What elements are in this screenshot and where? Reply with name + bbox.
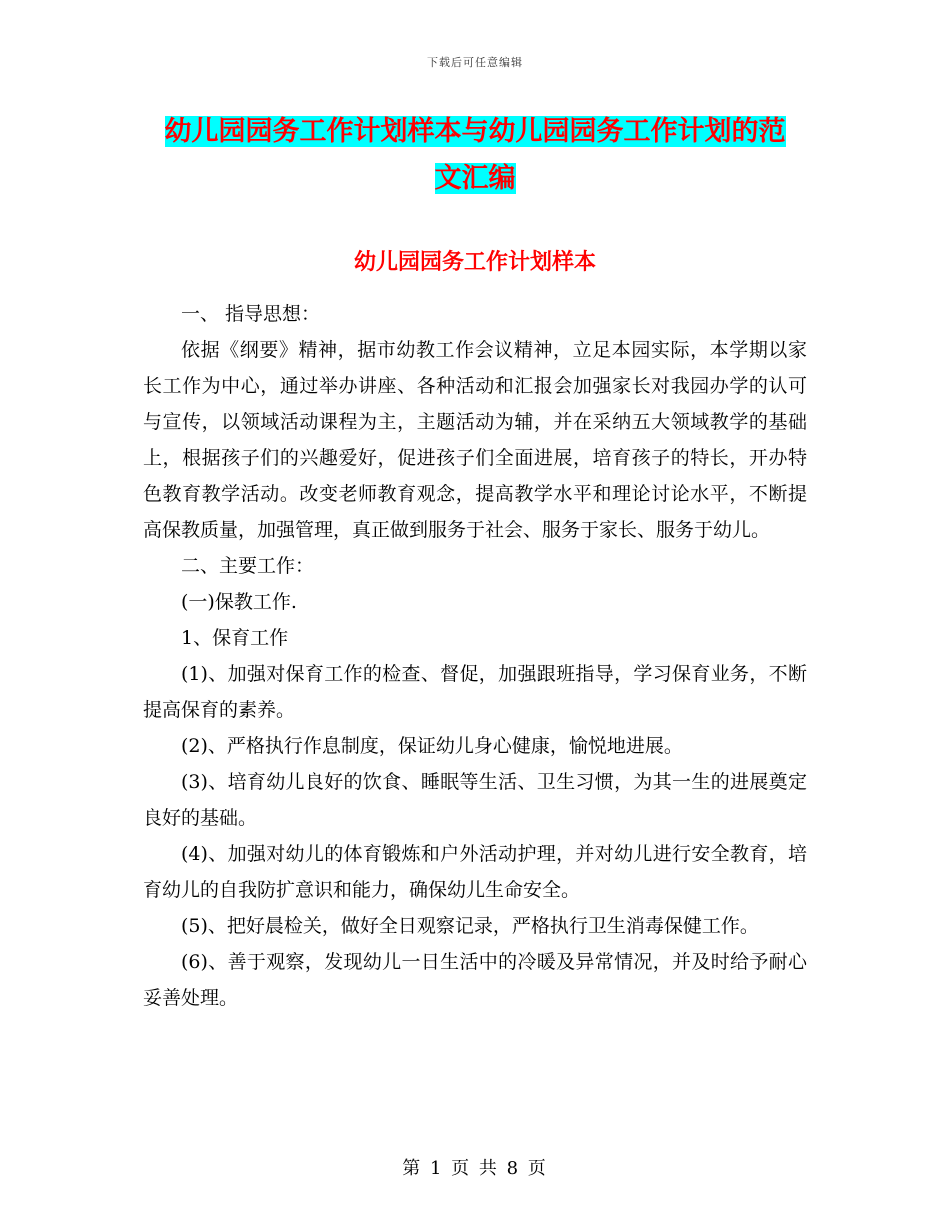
subheading-care-education: (一)保教工作. [181,591,297,613]
heading-guiding-ideology: 一、 指导思想： [181,303,321,325]
list-item-6: (6)、善于观察，发现幼儿一日生活中的冷暖及异常情况，并及时给予耐心妥善处理。 [143,951,807,1009]
section-title: 幼儿园园务工作计划样本 [353,250,596,275]
paragraph-guiding-ideology: 依据《纲要》精神，据市幼教工作会议精神，立足本园实际，本学期以家长工作为中心，通过举办讲座、各种活动和汇报会加强家长对我园办学的认可与宣传，以领域活动课程为主，主题活动为辅，并在采纳五大领域教学的基础上，根据孩子们的兴趣爱好，促进孩子们全面进展，培育孩子的特长，开办特色教育教学活动。改变老师教育观念，提高教学水平和理论讨论水平，不断提高保教质量，加强管理，真正做到服务于社会、服务于家长、服务于幼儿。 [143,339,807,541]
document-title-line-2: 文汇编 [434,163,516,194]
subheading-care-work: 1、保育工作 [181,627,289,649]
document-title [143,108,807,202]
header-note: 下载后可任意编辑 [427,56,523,69]
list-item-4: (4)、加强对幼儿的体育锻炼和户外活动护理，并对幼儿进行安全教育，培育幼儿的自我防扩意识和能力，确保幼儿生命安全。 [143,843,807,901]
list-item-1: (1)、加强对保育工作的检查、督促，加强跟班指导，学习保育业务，不断提高保育的素养。 [143,663,807,721]
list-item-2: (2)、严格执行作息制度，保证幼儿身心健康，愉悦地进展。 [181,735,683,757]
document-body [143,296,807,1016]
heading-main-work: 二、主要工作： [181,555,315,577]
list-item-5: (5)、把好晨检关，做好全日观察记录，严格执行卫生消毒保健工作。 [181,915,759,937]
document-title-line-1: 幼儿园园务工作计划样本与幼儿园园务工作计划的范 [164,116,786,147]
list-item-3: (3)、培育幼儿良好的饮食、睡眠等生活、卫生习惯，为其一生的进展奠定良好的基础。 [143,771,807,829]
page-indicator: 第 1 页 共 8 页 [402,1158,548,1179]
